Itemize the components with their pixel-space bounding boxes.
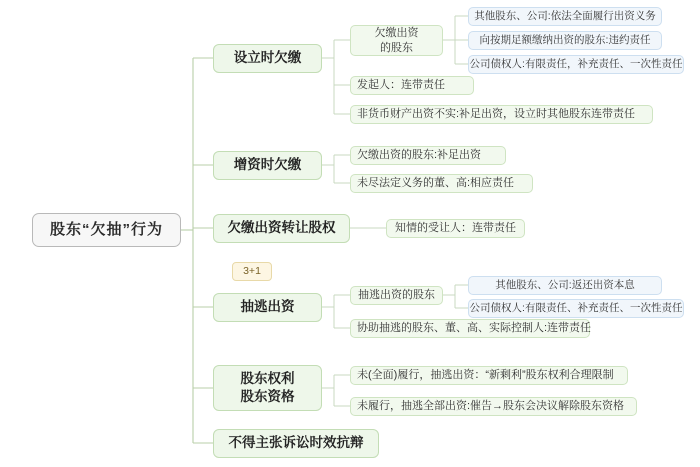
node-informed-transferee[interactable] [386,219,525,238]
node-underpaying-shareholder[interactable] [350,25,443,56]
node-disqualification-resolution[interactable] [350,397,637,416]
node-promoter-joint-liability[interactable] [350,76,474,95]
node-duty-full-contribution[interactable] [468,7,662,26]
node-label: 向按期足额缴纳出资的股东:违约责任 [479,34,651,47]
node-return-capital-and-interest[interactable] [468,276,662,295]
node-label: 其他股东、公司:返还出资本息 [495,279,635,292]
branch-label: 抽逃出资 [240,299,295,315]
branch-label: 不得主张诉讼时效抗辩 [228,435,364,451]
node-withdrawing-shareholder[interactable] [350,286,443,305]
branch-transfer-equity[interactable] [213,214,350,243]
node-underpay-makeup[interactable] [350,146,506,165]
branch-setup-underpay[interactable] [213,44,322,73]
node-label-line1: 欠缴出资 [374,26,419,39]
branch-shareholder-rights[interactable] [213,365,322,411]
branch-withdraw-capital[interactable] [213,293,322,322]
node-label: 未(全面)履行，抽逃出资：“新剩利”股东权利合理限制 [357,369,614,382]
node-label: 公司债权人:有限责任、补充责任、一次性责任 [469,302,683,315]
node-label: 发起人：连带责任 [357,79,445,92]
node-label-line2: 的股东 [380,41,413,54]
node-label: 未履行，抽逃全部出资:催告→股东会决议解除股东资格 [357,400,625,413]
node-creditor-liability-withdraw[interactable] [468,299,684,318]
node-label: 欠缴出资的股东:补足出资 [357,149,482,162]
node-liability-to-creditors[interactable] [468,55,684,74]
branch-label-line1: 股东权利 [240,370,295,386]
node-rights-restriction[interactable] [350,366,628,385]
branch-label: 欠缴出资转让股权 [227,220,336,236]
node-assisting-parties-joint-liability[interactable] [350,319,590,338]
node-label: 协助抽逃的股东、董、高、实际控制人:连带责任 [357,322,592,335]
branch-label: 增资时欠缴 [233,157,302,173]
node-label: 抽逃出资的股东 [358,289,435,302]
branch-no-statute-of-limitations[interactable] [213,429,379,458]
node-label: 未尽法定义务的董、高:相应责任 [357,177,515,190]
node-director-officer-liability[interactable] [350,174,533,193]
node-label: 非货币财产出资不实:补足出资，设立时其他股东连带责任 [357,108,636,121]
node-non-monetary-contribution[interactable] [350,105,653,124]
badge-3plus1 [232,262,272,281]
branch-label-line2: 股东资格 [240,389,295,404]
root-node[interactable] [32,213,181,247]
root-label: 股东“欠抽”行为 [49,220,163,238]
node-label: 公司债权人:有限责任，补充责任、一次性责任 [469,58,683,71]
node-label: 知情的受让人：连带责任 [395,222,516,235]
badge-label: 3+1 [243,265,261,278]
branch-label: 设立时欠缴 [233,50,302,66]
node-liability-to-paying-shareholders[interactable] [468,31,662,50]
node-label: 其他股东、公司:依法全面履行出资义务 [474,10,656,23]
branch-capital-increase-underpay[interactable] [213,151,322,180]
